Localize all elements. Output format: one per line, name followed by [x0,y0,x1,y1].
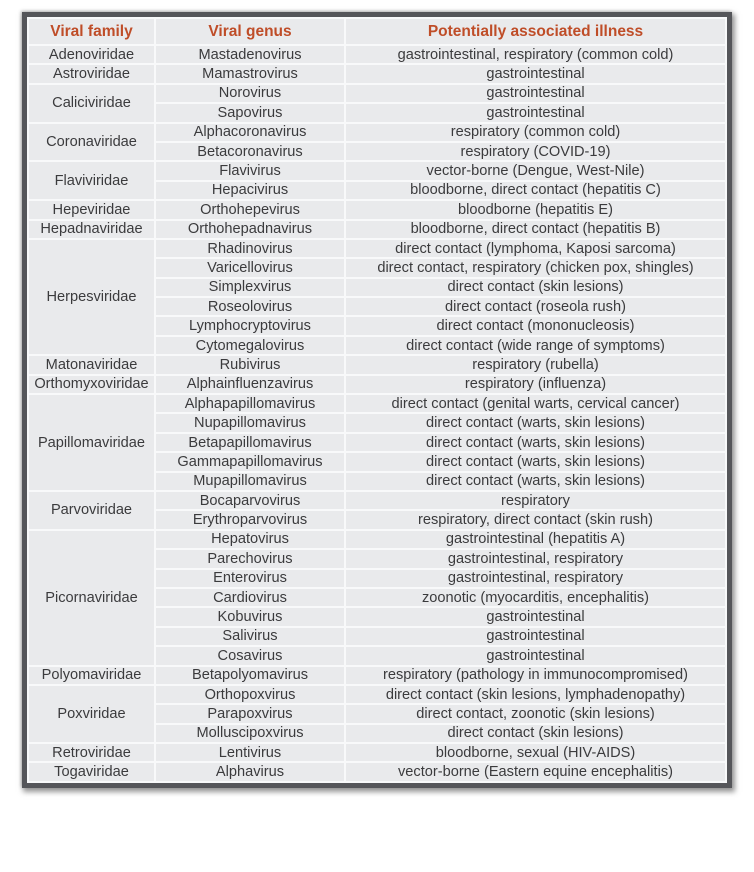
table-row [28,743,726,762]
genus-cell: Simplexvirus [155,278,345,297]
table-row [28,355,726,374]
illness-cell: direct contact (warts, skin lesions) [345,452,726,471]
illness-cell: bloodborne, direct contact (hepatitis C) [345,181,726,200]
column-header-viral-family: Viral family [28,18,155,45]
illness-cell: direct contact (skin lesions, lymphadenopathy) [345,685,726,704]
genus-cell: Betacoronavirus [155,142,345,161]
illness-cell: respiratory [345,491,726,510]
table-row [28,375,726,394]
genus-cell: Varicellovirus [155,258,345,277]
genus-cell: Rubivirus [155,355,345,374]
family-cell: Astroviridae [28,64,155,83]
header-row [28,18,726,45]
genus-cell: Norovirus [155,84,345,103]
family-cell: Flaviviridae [28,161,155,200]
table-row [28,530,726,549]
genus-cell: Flavivirus [155,161,345,180]
illness-cell: gastrointestinal [345,103,726,122]
genus-cell: Sapovirus [155,103,345,122]
illness-cell: direct contact (skin lesions) [345,724,726,743]
genus-cell: Hepacivirus [155,181,345,200]
table-row [28,685,726,704]
table-row [28,84,726,103]
genus-cell: Nupapillomavirus [155,413,345,432]
column-header-viral-genus: Viral genus [155,18,345,45]
illness-cell: direct contact, zoonotic (skin lesions) [345,704,726,723]
illness-cell: direct contact (genital warts, cervical cancer) [345,394,726,413]
illness-cell: direct contact, respiratory (chicken pox, shingles) [345,258,726,277]
illness-cell: gastrointestinal (hepatitis A) [345,530,726,549]
genus-cell: Erythroparvovirus [155,510,345,529]
family-cell: Coronaviridae [28,123,155,162]
genus-cell: Orthopoxvirus [155,685,345,704]
family-cell: Hepeviridae [28,200,155,219]
illness-cell: respiratory (common cold) [345,123,726,142]
family-cell: Herpesviridae [28,239,155,355]
illness-cell: gastrointestinal [345,84,726,103]
family-cell: Papillomaviridae [28,394,155,491]
table-body [28,45,726,782]
illness-cell: direct contact (skin lesions) [345,278,726,297]
genus-cell: Enterovirus [155,569,345,588]
family-cell: Matonaviridae [28,355,155,374]
table-frame [22,12,732,788]
genus-cell: Orthohepadnavirus [155,220,345,239]
genus-cell: Kobuvirus [155,607,345,626]
genus-cell: Gammapapillomavirus [155,452,345,471]
column-header-associated-illness: Potentially associated illness [345,18,726,45]
table-row [28,762,726,781]
genus-cell: Rhadinovirus [155,239,345,258]
genus-cell: Betapapillomavirus [155,433,345,452]
illness-cell: direct contact (warts, skin lesions) [345,413,726,432]
illness-cell: vector-borne (Eastern equine encephalitis) [345,762,726,781]
illness-cell: direct contact (warts, skin lesions) [345,472,726,491]
table-row [28,220,726,239]
illness-cell: direct contact (roseola rush) [345,297,726,316]
genus-cell: Mastadenovirus [155,45,345,64]
genus-cell: Molluscipoxvirus [155,724,345,743]
illness-cell: direct contact (wide range of symptoms) [345,336,726,355]
table-row [28,200,726,219]
genus-cell: Mupapillomavirus [155,472,345,491]
genus-cell: Salivirus [155,627,345,646]
illness-cell: bloodborne, direct contact (hepatitis B) [345,220,726,239]
family-cell: Parvoviridae [28,491,155,530]
genus-cell: Hepatovirus [155,530,345,549]
family-cell: Togaviridae [28,762,155,781]
genus-cell: Mamastrovirus [155,64,345,83]
illness-cell: respiratory (rubella) [345,355,726,374]
illness-cell: respiratory, direct contact (skin rush) [345,510,726,529]
table-row [28,239,726,258]
genus-cell: Cardiovirus [155,588,345,607]
genus-cell: Parapoxvirus [155,704,345,723]
family-cell: Picornaviridae [28,530,155,666]
table-row [28,666,726,685]
table-row [28,394,726,413]
genus-cell: Cosavirus [155,646,345,665]
illness-cell: gastrointestinal, respiratory (common cold) [345,45,726,64]
illness-cell: gastrointestinal [345,607,726,626]
genus-cell: Alphainfluenzavirus [155,375,345,394]
illness-cell: vector-borne (Dengue, West-Nile) [345,161,726,180]
genus-cell: Bocaparvovirus [155,491,345,510]
illness-cell: direct contact (mononucleosis) [345,316,726,335]
family-cell: Adenoviridae [28,45,155,64]
table-row [28,45,726,64]
family-cell: Caliciviridae [28,84,155,123]
illness-cell: bloodborne (hepatitis E) [345,200,726,219]
illness-cell: respiratory (COVID-19) [345,142,726,161]
illness-cell: respiratory (influenza) [345,375,726,394]
genus-cell: Alphapapillomavirus [155,394,345,413]
genus-cell: Cytomegalovirus [155,336,345,355]
table-row [28,491,726,510]
illness-cell: bloodborne, sexual (HIV-AIDS) [345,743,726,762]
illness-cell: gastrointestinal [345,64,726,83]
illness-cell: direct contact (lymphoma, Kaposi sarcoma) [345,239,726,258]
illness-cell: zoonotic (myocarditis, encephalitis) [345,588,726,607]
family-cell: Polyomaviridae [28,666,155,685]
table-row [28,161,726,180]
illness-cell: direct contact (warts, skin lesions) [345,433,726,452]
genus-cell: Alphacoronavirus [155,123,345,142]
illness-cell: gastrointestinal, respiratory [345,569,726,588]
genus-cell: Betapolyomavirus [155,666,345,685]
family-cell: Poxviridae [28,685,155,743]
genus-cell: Parechovirus [155,549,345,568]
genus-cell: Lentivirus [155,743,345,762]
table-row [28,123,726,142]
family-cell: Hepadnaviridae [28,220,155,239]
genus-cell: Lymphocryptovirus [155,316,345,335]
genus-cell: Roseolovirus [155,297,345,316]
illness-cell: gastrointestinal [345,646,726,665]
family-cell: Orthomyxoviridae [28,375,155,394]
table-header [28,18,726,45]
genus-cell: Orthohepevirus [155,200,345,219]
illness-cell: gastrointestinal, respiratory [345,549,726,568]
table-row [28,64,726,83]
genus-cell: Alphavirus [155,762,345,781]
illness-cell: respiratory (pathology in immunocompromised) [345,666,726,685]
illness-cell: gastrointestinal [345,627,726,646]
viral-table [27,17,727,783]
family-cell: Retroviridae [28,743,155,762]
